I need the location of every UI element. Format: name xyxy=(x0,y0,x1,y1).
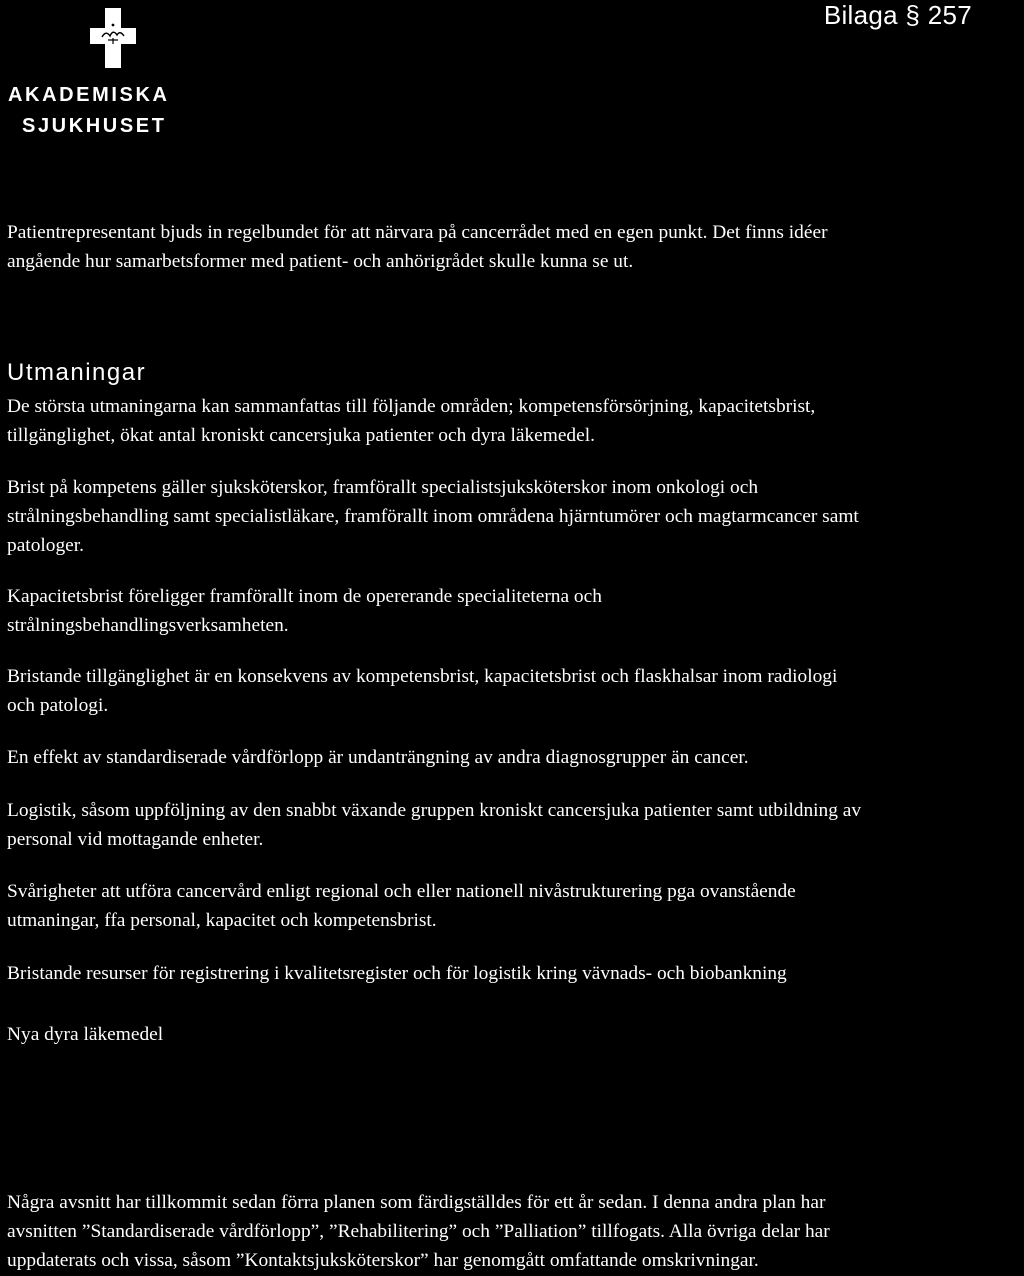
capacity-paragraph: Kapacitetsbrist föreligger framförallt inom de opererande specialiteterna och strålningsbehandlingsverksamheten. xyxy=(7,586,602,636)
competence-paragraph: Brist på kompetens gäller sjuksköterskor, framförallt specialistsjuksköterskor inom onkologi och strålningsbehandling samt specialistläkare, framförallt inom områdena hjärntumörer och magtarmcancer samt patologer. xyxy=(7,477,859,556)
expensive-drugs-paragraph: Nya dyra läkemedel xyxy=(7,1024,164,1045)
logistics-paragraph: Logistik, såsom uppföljning av den snabbt växande gruppen kroniskt cancersjuka patienter samt utbildning av personal vid mottagande enheter. xyxy=(7,800,862,850)
care-pathway-paragraph: En effekt av standardiserade vårdförlopp är undanträngning av andra diagnosgrupper än cancer. xyxy=(7,747,749,768)
hospital-name-logo xyxy=(8,80,170,142)
section-heading: Utmaningar xyxy=(7,359,147,386)
accessibility-paragraph: Bristande tillgänglighet är en konsekvens av kompetensbrist, kapacitetsbrist och flaskhalsar inom radiologi och patologi. xyxy=(7,666,838,716)
closing-paragraph: Några avsnitt har tillkommit sedan förra planen som färdigställdes för ett år sedan. I denna andra plan har avsnitten ”Standardiserade vårdförlopp”, ”Rehabilitering” och ”Palliation” tillfogats. Alla övriga delar har uppdaterats och vissa, såsom ”Kontaktsjuksköterskor” har genomgått omfattande omskrivningar. xyxy=(7,1192,830,1271)
attachment-label: Bilaga § 257 xyxy=(823,0,972,30)
hospital-name-line1: AKADEMISKA xyxy=(8,84,170,106)
hospital-name-line2: SJUKHUSET xyxy=(22,115,167,137)
structuring-paragraph: Svårigheter att utföra cancervård enligt regional och eller nationell nivåstrukturering pga ovanstående utmaningar, ffa personal, kapacitet och kompetensbrist. xyxy=(7,881,796,931)
registry-resources-paragraph: Bristande resurser för registrering i kvalitetsregister och för logistik kring vävnads- och biobankning xyxy=(7,963,787,984)
intro-paragraph: Patientrepresentant bjuds in regelbundet för att närvara på cancerrådet med en egen punkt. Det finns idéer angående hur samarbetsformer med patient- och anhörigrådet skulle kunna se ut. xyxy=(7,222,828,272)
hospital-cross-logo-icon xyxy=(90,8,136,68)
challenges-summary-paragraph: De största utmaningarna kan sammanfattas till följande områden; kompetensförsörjning, kapacitetsbrist, tillgänglighet, ökat antal kroniskt cancersjuka patienter och dyra läkemedel. xyxy=(7,396,816,446)
